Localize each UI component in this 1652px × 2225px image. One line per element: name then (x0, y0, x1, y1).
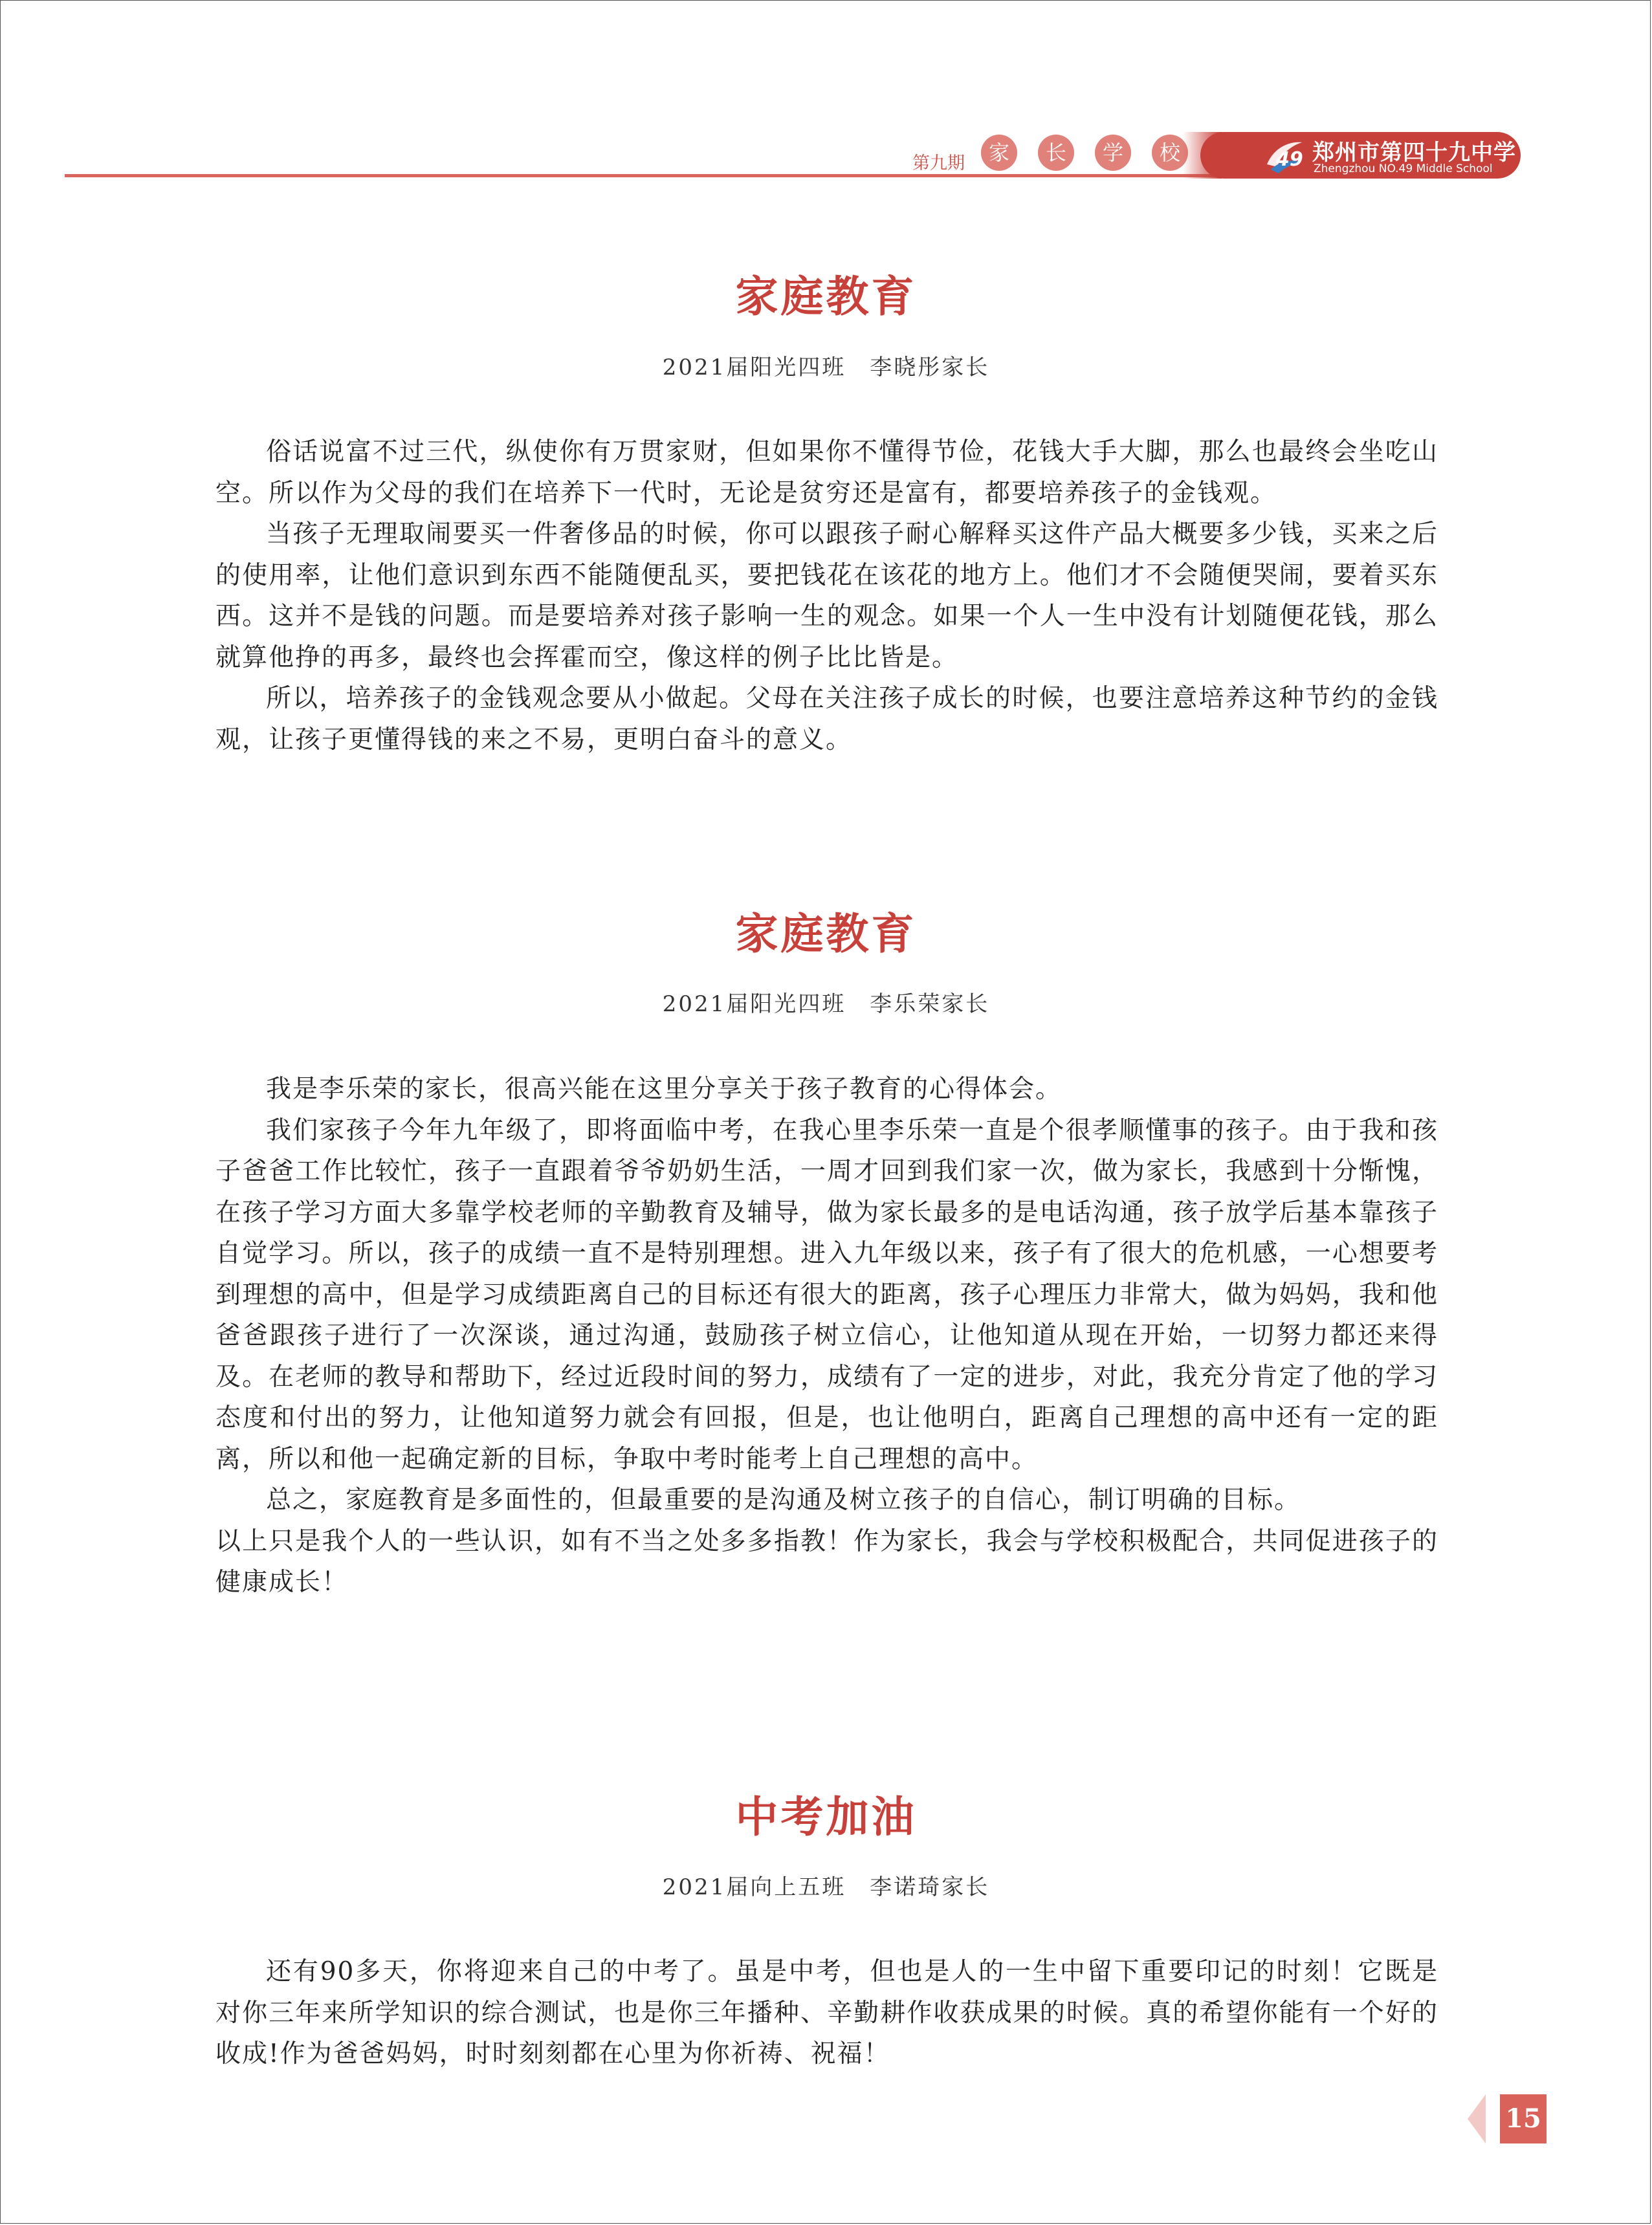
article-title: 家庭教育 (735, 271, 917, 322)
column-char-1: 家 (981, 135, 1017, 171)
paragraph: 还有90多天，你将迎来自己的中考了。虽是中考，但也是人的一生中留下重要印记的时刻！它既是对你三年来所学知识的综合测试，也是你三年播种、辛勤耕作收获成果的时候。真的希望你能有一个好的收成!作为爸爸妈妈，时时刻刻都在心里为你祈祷、祝福！ (215, 1957, 1438, 2068)
paragraph: 我们家孩子今年九年级了，即将面临中考，在我心里李乐荣一直是个很孝顺懂事的孩子。由于我和孩子爸爸工作比较忙，孩子一直跟着爷爷奶奶生活，一周才回到我们家一次，做为家长，我感到十分惭愧，在孩子学习方面大多靠学校老师的辛勤教育及辅导，做为家长最多的是电话沟通，孩子放学后基本靠孩子自觉学习。所以，孩子的成绩一直不是特别理想。进入九年级以来，孩子有了很大的危机感，一心想要考到理想的高中，但是学习成绩距离自己的目标还有很大的距离，孩子心理压力非常大，做为妈妈，我和他爸爸跟孩子进行了一次深谈，通过沟通，鼓励孩子树立信心，让他知道从现在开始，一切努力都还来得及。在老师的教导和帮助下，经过近段时间的努力，成绩有了一定的进步，对此，我充分肯定了他的学习态度和付出的努力，让他知道努力就会有回报，但是，也让他明白，距离自己理想的高中还有一定的距离，所以和他一起确定新的目标，争取中考时能考上自己理想的高中。 (215, 1115, 1438, 1474)
school-name-cn: 郑州市第四十九中学 (1312, 140, 1516, 166)
paragraph: 总之，家庭教育是多面性的，但最重要的是沟通及树立孩子的自信心，制订明确的目标。 (266, 1485, 1301, 1515)
article-body (215, 432, 1438, 760)
article-byline: 2021届向上五班 李诺琦家长 (662, 1874, 990, 1900)
paragraph: 以上只是我个人的一些认识，如有不当之处多多指教！作为家长，我会与学校积极配合，共同促进孩子的健康成长！ (215, 1526, 1438, 1597)
column-char-2: 长 (1038, 135, 1074, 171)
article-title: 中考加油 (735, 1792, 917, 1842)
paragraph: 所以，培养孩子的金钱观念要从小做起。父母在关注孩子成长的时候，也要注意培养这种节约的金钱观，让孩子更懂得钱的来之不易，更明白奋斗的意义。 (215, 684, 1438, 754)
header-rule (65, 174, 1223, 177)
article-byline: 2021届阳光四班 李晓彤家长 (662, 355, 990, 380)
page-number-decoration (1468, 2094, 1486, 2143)
column-char-3: 学 (1095, 135, 1131, 171)
article-body (215, 1951, 1438, 2075)
paragraph: 我是李乐荣的家长，很高兴能在这里分享关于孩子教育的心得体会。 (266, 1075, 1063, 1104)
article-title: 家庭教育 (735, 908, 917, 959)
article-body (215, 1069, 1438, 1603)
page-number: 15 (1500, 2094, 1547, 2143)
issue-label: 第九期 (912, 153, 965, 173)
paragraph: 当孩子无理取闹要买一件奢侈品的时候，你可以跟孩子耐心解释买这件产品大概要多少钱，买来之后的使用率，让他们意识到东西不能随便乱买，要把钱花在该花的地方上。他们才不会随便哭闹，要着买东西。这并不是钱的问题。而是要培养对孩子影响一生的观念。如果一个人一生中没有计划随便花钱，那么就算他挣的再多，最终也会挥霍而空，像这样的例子比比皆是。 (215, 520, 1438, 672)
article-byline: 2021届阳光四班 李乐荣家长 (662, 991, 990, 1017)
paragraph: 俗话说富不过三代，纵使你有万贯家财，但如果你不懂得节俭，花钱大手大脚，那么也最终会坐吃山空。所以作为父母的我们在培养下一代时，无论是贫穷还是富有，都要培养孩子的金钱观。 (215, 437, 1438, 508)
column-char-4: 校 (1152, 135, 1188, 171)
svg-text:49: 49 (1276, 148, 1303, 171)
school-name-en: Zhengzhou NO.49 Middle School (1314, 162, 1493, 175)
school-logo-icon (1262, 136, 1307, 175)
